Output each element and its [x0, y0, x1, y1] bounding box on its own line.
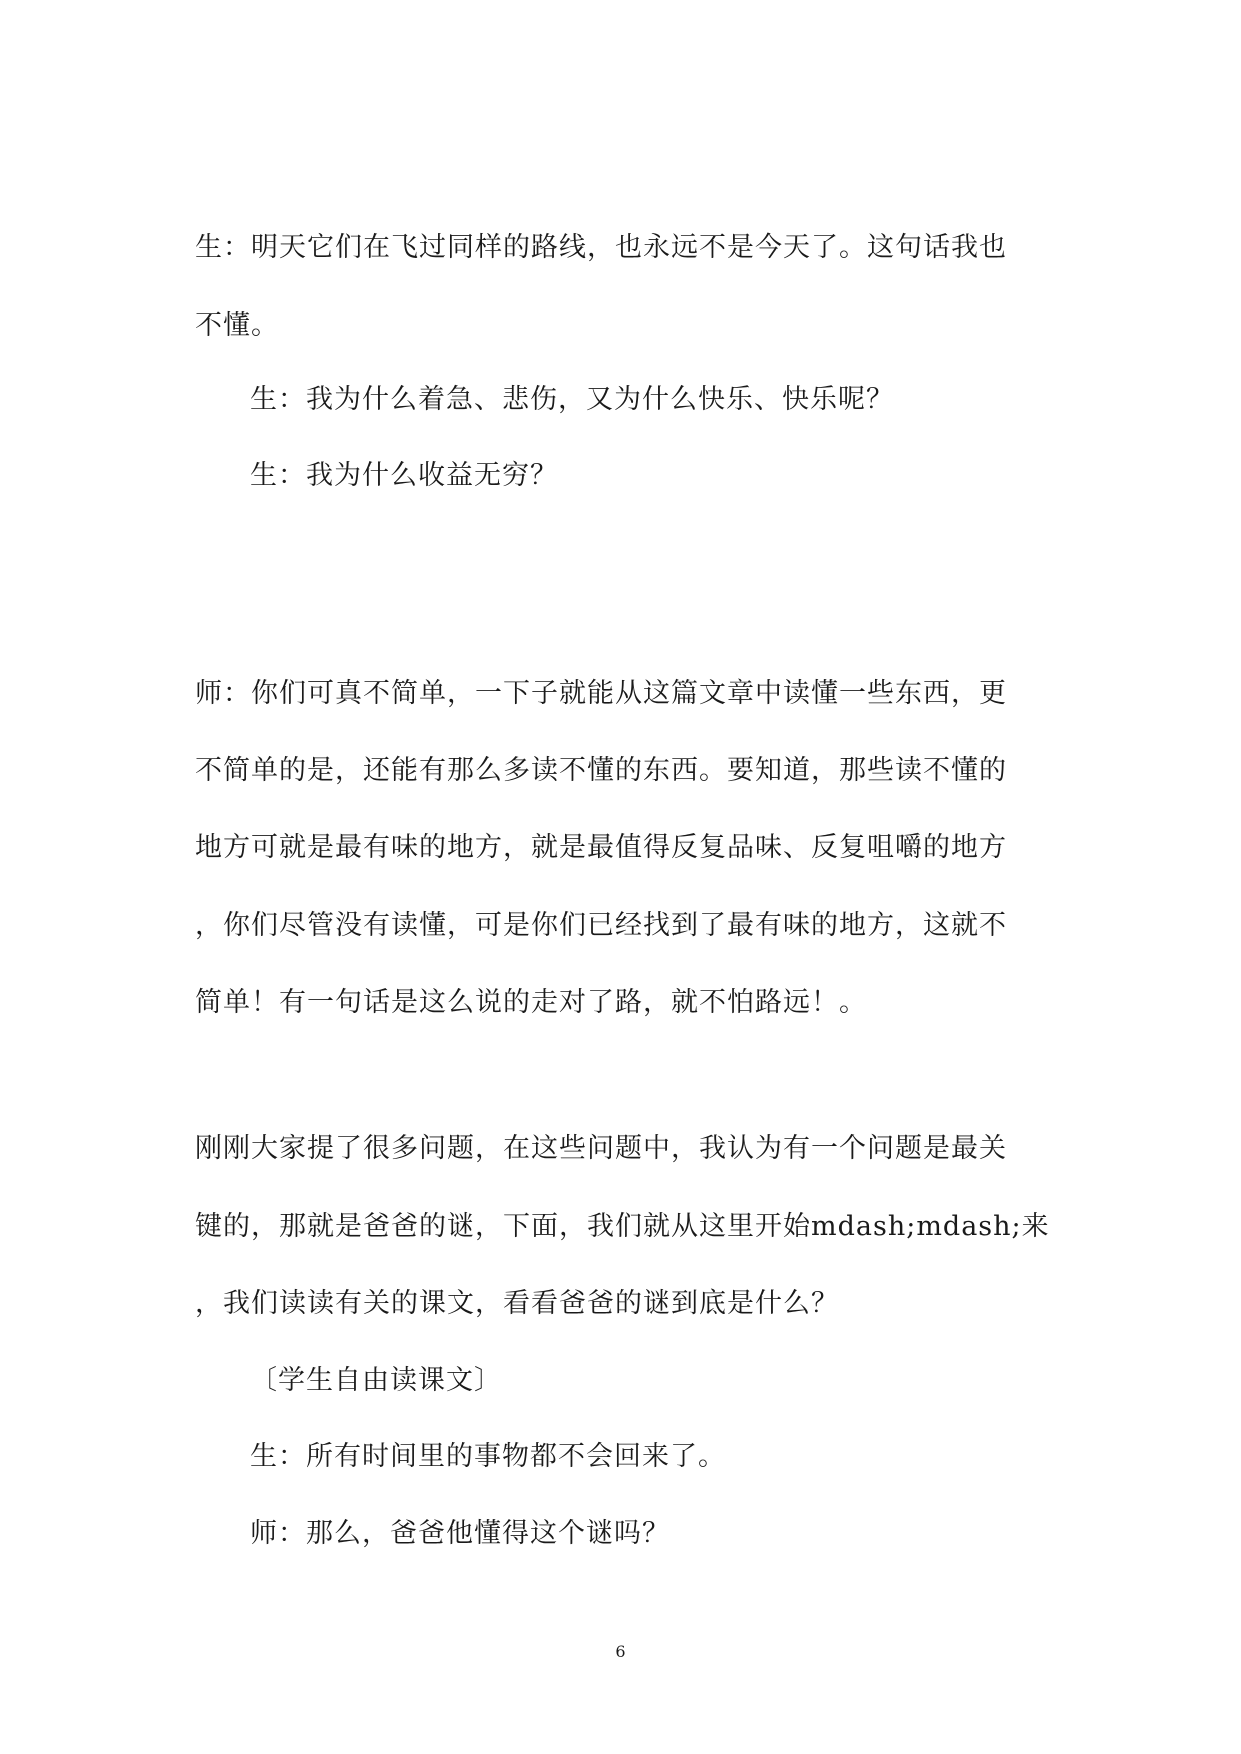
- paragraph-line: ，我们读读有关的课文，看看爸爸的谜到底是什么？: [195, 1288, 839, 1319]
- paragraph-line: 师：那么，爸爸他懂得这个谜吗？: [250, 1518, 670, 1549]
- paragraph-line: 〔学生自由读课文〕: [250, 1365, 502, 1396]
- paragraph-line: 不懂。: [195, 310, 279, 341]
- paragraph-line: 生：我为什么收益无穷？: [250, 460, 558, 491]
- paragraph-line: 生：明天它们在飞过同样的路线，也永远不是今天了。这句话我也: [195, 232, 1007, 263]
- paragraph-line: 生：所有时间里的事物都不会回来了。: [250, 1441, 726, 1472]
- paragraph-line: 生：我为什么着急、悲伤，又为什么快乐、快乐呢？: [250, 384, 894, 415]
- paragraph-line: 刚刚大家提了很多问题，在这些问题中，我认为有一个问题是最关: [195, 1133, 1007, 1164]
- paragraph-line: 键的，那就是爸爸的谜，下面，我们就从这里开始mdash;mdash;来: [195, 1211, 1050, 1242]
- paragraph-line: 不简单的是，还能有那么多读不懂的东西。要知道，那些读不懂的: [195, 755, 1007, 786]
- paragraph-line: 地方可就是最有味的地方，就是最值得反复品味、反复咀嚼的地方: [195, 832, 1007, 863]
- paragraph-line: 简单！有一句话是这么说的走对了路，就不怕路远！。: [195, 987, 867, 1018]
- paragraph-line: ，你们尽管没有读懂，可是你们已经找到了最有味的地方，这就不: [195, 910, 1007, 941]
- page-number: 6: [615, 1642, 626, 1661]
- paragraph-line: 师：你们可真不简单，一下子就能从这篇文章中读懂一些东西，更: [195, 678, 1007, 709]
